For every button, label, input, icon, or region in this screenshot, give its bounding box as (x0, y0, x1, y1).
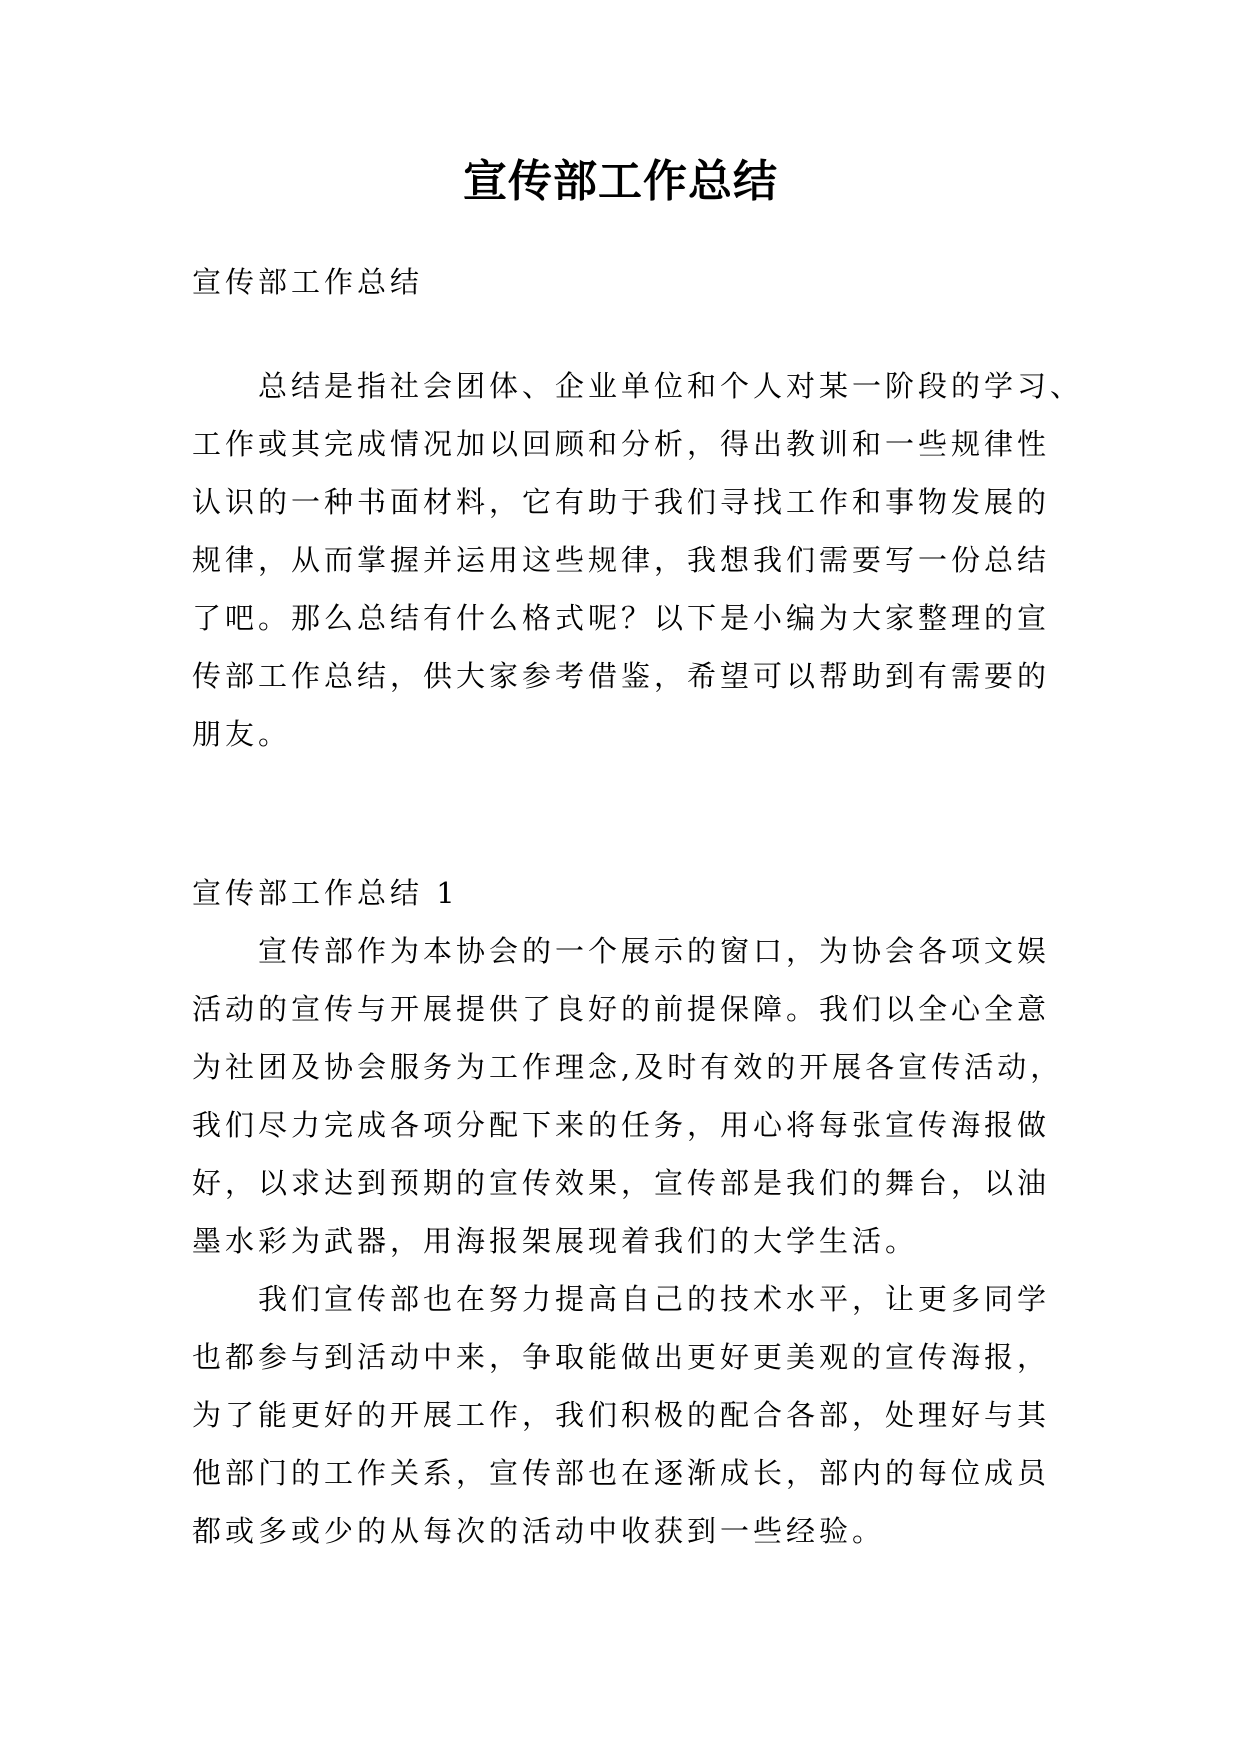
intro-paragraph (192, 357, 1084, 763)
paragraph-line: 宣传部作为本协会的一个展示的窗口，为协会各项文娱 (258, 934, 1051, 968)
paragraph-line: 墨水彩为武器，用海报架展现着我们的大学生活。 (192, 1224, 919, 1258)
document-subtitle: 宣传部工作总结 (192, 265, 424, 299)
section-heading: 宣传部工作总结 1 (192, 876, 459, 910)
paragraph-line: 我们宣传部也在努力提高自己的技术水平，让更多同学 (258, 1282, 1051, 1316)
intro-line: 传部工作总结，供大家参考借鉴，希望可以帮助到有需要的 (192, 659, 1051, 693)
paragraph-line: 为社团及协会服务为工作理念,及时有效的开展各宣传活动， (192, 1050, 1064, 1084)
section-paragraph-1 (192, 922, 1072, 1270)
document-title: 宣传部工作总结 (463, 156, 778, 207)
paragraph-line: 为了能更好的开展工作，我们积极的配合各部，处理好与其 (192, 1398, 1051, 1432)
paragraph-line: 都或多或少的从每次的活动中收获到一些经验。 (192, 1514, 886, 1548)
intro-line: 工作或其完成情况加以回顾和分析，得出教训和一些规律性 (192, 427, 1051, 461)
paragraph-line: 我们尽力完成各项分配下来的任务，用心将每张宣传海报做 (192, 1108, 1051, 1142)
section-paragraph-2 (192, 1270, 1072, 1560)
intro-line: 朋友。 (192, 717, 292, 751)
paragraph-line: 活动的宣传与开展提供了良好的前提保障。我们以全心全意 (192, 992, 1051, 1026)
intro-line: 规律，从而掌握并运用这些规律，我想我们需要写一份总结 (192, 543, 1051, 577)
intro-line: 总结是指社会团体、企业单位和个人对某一阶段的学习、 (258, 369, 1084, 403)
paragraph-line: 也都参与到活动中来，争取能做出更好更美观的宣传海报， (192, 1340, 1051, 1374)
paragraph-line: 他部门的工作关系，宣传部也在逐渐成长，部内的每位成员 (192, 1456, 1051, 1490)
paragraph-line: 好，以求达到预期的宣传效果，宣传部是我们的舞台，以油 (192, 1166, 1051, 1200)
intro-line: 了吧。那么总结有什么格式呢？以下是小编为大家整理的宣 (192, 601, 1051, 635)
intro-line: 认识的一种书面材料，它有助于我们寻找工作和事物发展的 (192, 485, 1051, 519)
